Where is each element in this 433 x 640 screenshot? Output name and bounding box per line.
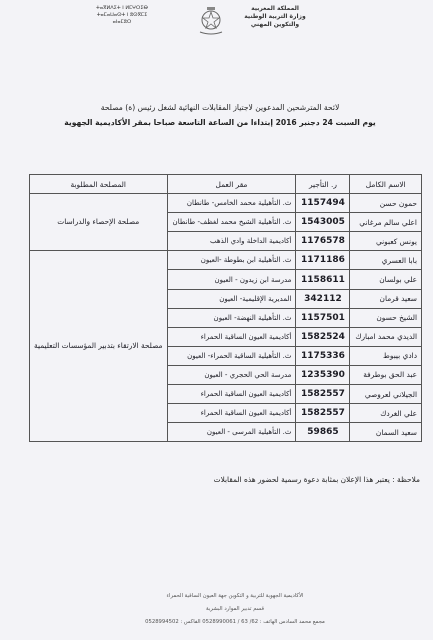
header-full-name: الاسم الكامل [350, 175, 422, 194]
candidate-name: سعيد السمان [350, 423, 422, 442]
candidate-name: الشيخ حسون [350, 308, 422, 327]
table-header-row [30, 175, 422, 194]
workplace: ث. التأهيلية ابن بطوطة -العيون [167, 251, 296, 270]
workplace: ث. التأهيلية الشيخ محمد لغظف- طانطان [167, 213, 296, 232]
letterhead [0, 3, 433, 45]
candidates-table [29, 174, 422, 442]
header-workplace: مقر العمل [167, 175, 296, 194]
ministry-line: والتكوين المهني [250, 21, 300, 28]
candidate-name: عبد الحق بوطرفة [350, 365, 422, 384]
candidate-name: سعيد قرمان [350, 289, 422, 308]
requested-service: مصلحة الارتقاء بتدبير المؤسسات التعليمية [30, 251, 168, 442]
candidate-name: بابا العسري [350, 251, 422, 270]
title-line-1: لائحة المترشحين المدعوين لاجتياز المقابلات النهائية لشغل رئيس (ة) مصلحة [100, 103, 340, 112]
coat-of-arms-icon [196, 6, 226, 36]
candidate-name: علي الغردك [350, 404, 422, 423]
header-requested-service: المصلحة المطلوبة [30, 175, 168, 194]
candidate-name: يونس كعبوني [350, 232, 422, 251]
payroll-number: 59865 [296, 423, 350, 442]
tifinagh-line: ⴰⵏⴰⵎⵓⵔ [112, 19, 132, 25]
workplace: ث. التأهيلية محمد الخامس- طانطان [167, 194, 296, 213]
footer-line-1: الأكاديمية الجهوية للتربية و التكوين جهة العيون الساقية الحمراء [166, 593, 304, 599]
note-text: ملاحظة : يعتبر هذا الإعلان بمثابة دعوة رسمية لحضور هذه المقابلات [213, 475, 420, 484]
candidate-name: الديدي محمد امبارك [350, 327, 422, 346]
document-title [30, 100, 410, 130]
ministry-line: وزارة التربية الوطنية [244, 13, 306, 20]
payroll-number: 342112 [296, 289, 350, 308]
workplace: مدرسة الحي الحجري - العيون [167, 365, 296, 384]
workplace: المديرية الإقليمية- العيون [167, 289, 296, 308]
payroll-number: 1171186 [296, 251, 350, 270]
requested-service: مصلحة الإحصاء والدراسات [30, 194, 168, 251]
workplace: أكاديمية الداخلة وادي الذهب [167, 232, 296, 251]
candidate-name: علي بولسان [350, 270, 422, 289]
payroll-number: 1235390 [296, 365, 350, 384]
table-row [30, 194, 422, 213]
payroll-number: 1582557 [296, 404, 350, 423]
payroll-number: 1543005 [296, 213, 350, 232]
candidate-name: اعلي سالم مرغاني [350, 213, 422, 232]
footer [110, 590, 360, 629]
footer-line-3: مجمع محمد السادس الهاتف : 62/ 63 / 0528990061 الفاكس : 0528994502 [145, 619, 325, 625]
payroll-number: 1158611 [296, 270, 350, 289]
tifinagh-line: ⵜⴰⴳⵍⴷⵉⵜ ⵏ ⵍⵎⵖⵔⵉⴱ [96, 5, 148, 11]
workplace: ث. التأهيلية المرسى - العيون [167, 423, 296, 442]
tifinagh-line: ⵜⴰⵎⴰⵡⴰⵙⵜ ⵏ ⵓⵙⴳⵎⵉ [96, 12, 148, 18]
letterhead-tifinagh [72, 5, 172, 26]
table-row [30, 251, 422, 270]
workplace: أكاديمية العيون الساقية الحمراء [167, 404, 296, 423]
ministry-line: المملكة المغربية [251, 5, 299, 12]
candidate-name: دادي بيبوط [350, 346, 422, 365]
candidate-name: حمون حسن [350, 194, 422, 213]
workplace: مدرسة ابن زيدون - العيون [167, 270, 296, 289]
workplace: ث. التأهيلية النهضة- العيون [167, 308, 296, 327]
footer-line-2: قسم تدبير الموارد البشرية [205, 606, 264, 612]
payroll-number: 1582524 [296, 327, 350, 346]
payroll-number: 1157501 [296, 308, 350, 327]
title-line-2: يوم السبت 24 دجنبر 2016 إبتداءا من الساعة التاسعة صباحا بمقر الأكاديمية الجهوية [64, 118, 376, 127]
header-payroll-number: ر. التأجير [296, 175, 350, 194]
workplace: ث. التأهيلية الساقية الحمراء- العيون [167, 346, 296, 365]
letterhead-arabic [235, 5, 315, 29]
payroll-number: 1175336 [296, 346, 350, 365]
payroll-number: 1176578 [296, 232, 350, 251]
payroll-number: 1157494 [296, 194, 350, 213]
workplace: أكاديمية العيون الساقية الحمراء [167, 385, 296, 404]
workplace: أكاديمية العيون الساقية الحمراء [167, 327, 296, 346]
payroll-number: 1582557 [296, 385, 350, 404]
candidate-name: الجيلاني لعروصي [350, 385, 422, 404]
